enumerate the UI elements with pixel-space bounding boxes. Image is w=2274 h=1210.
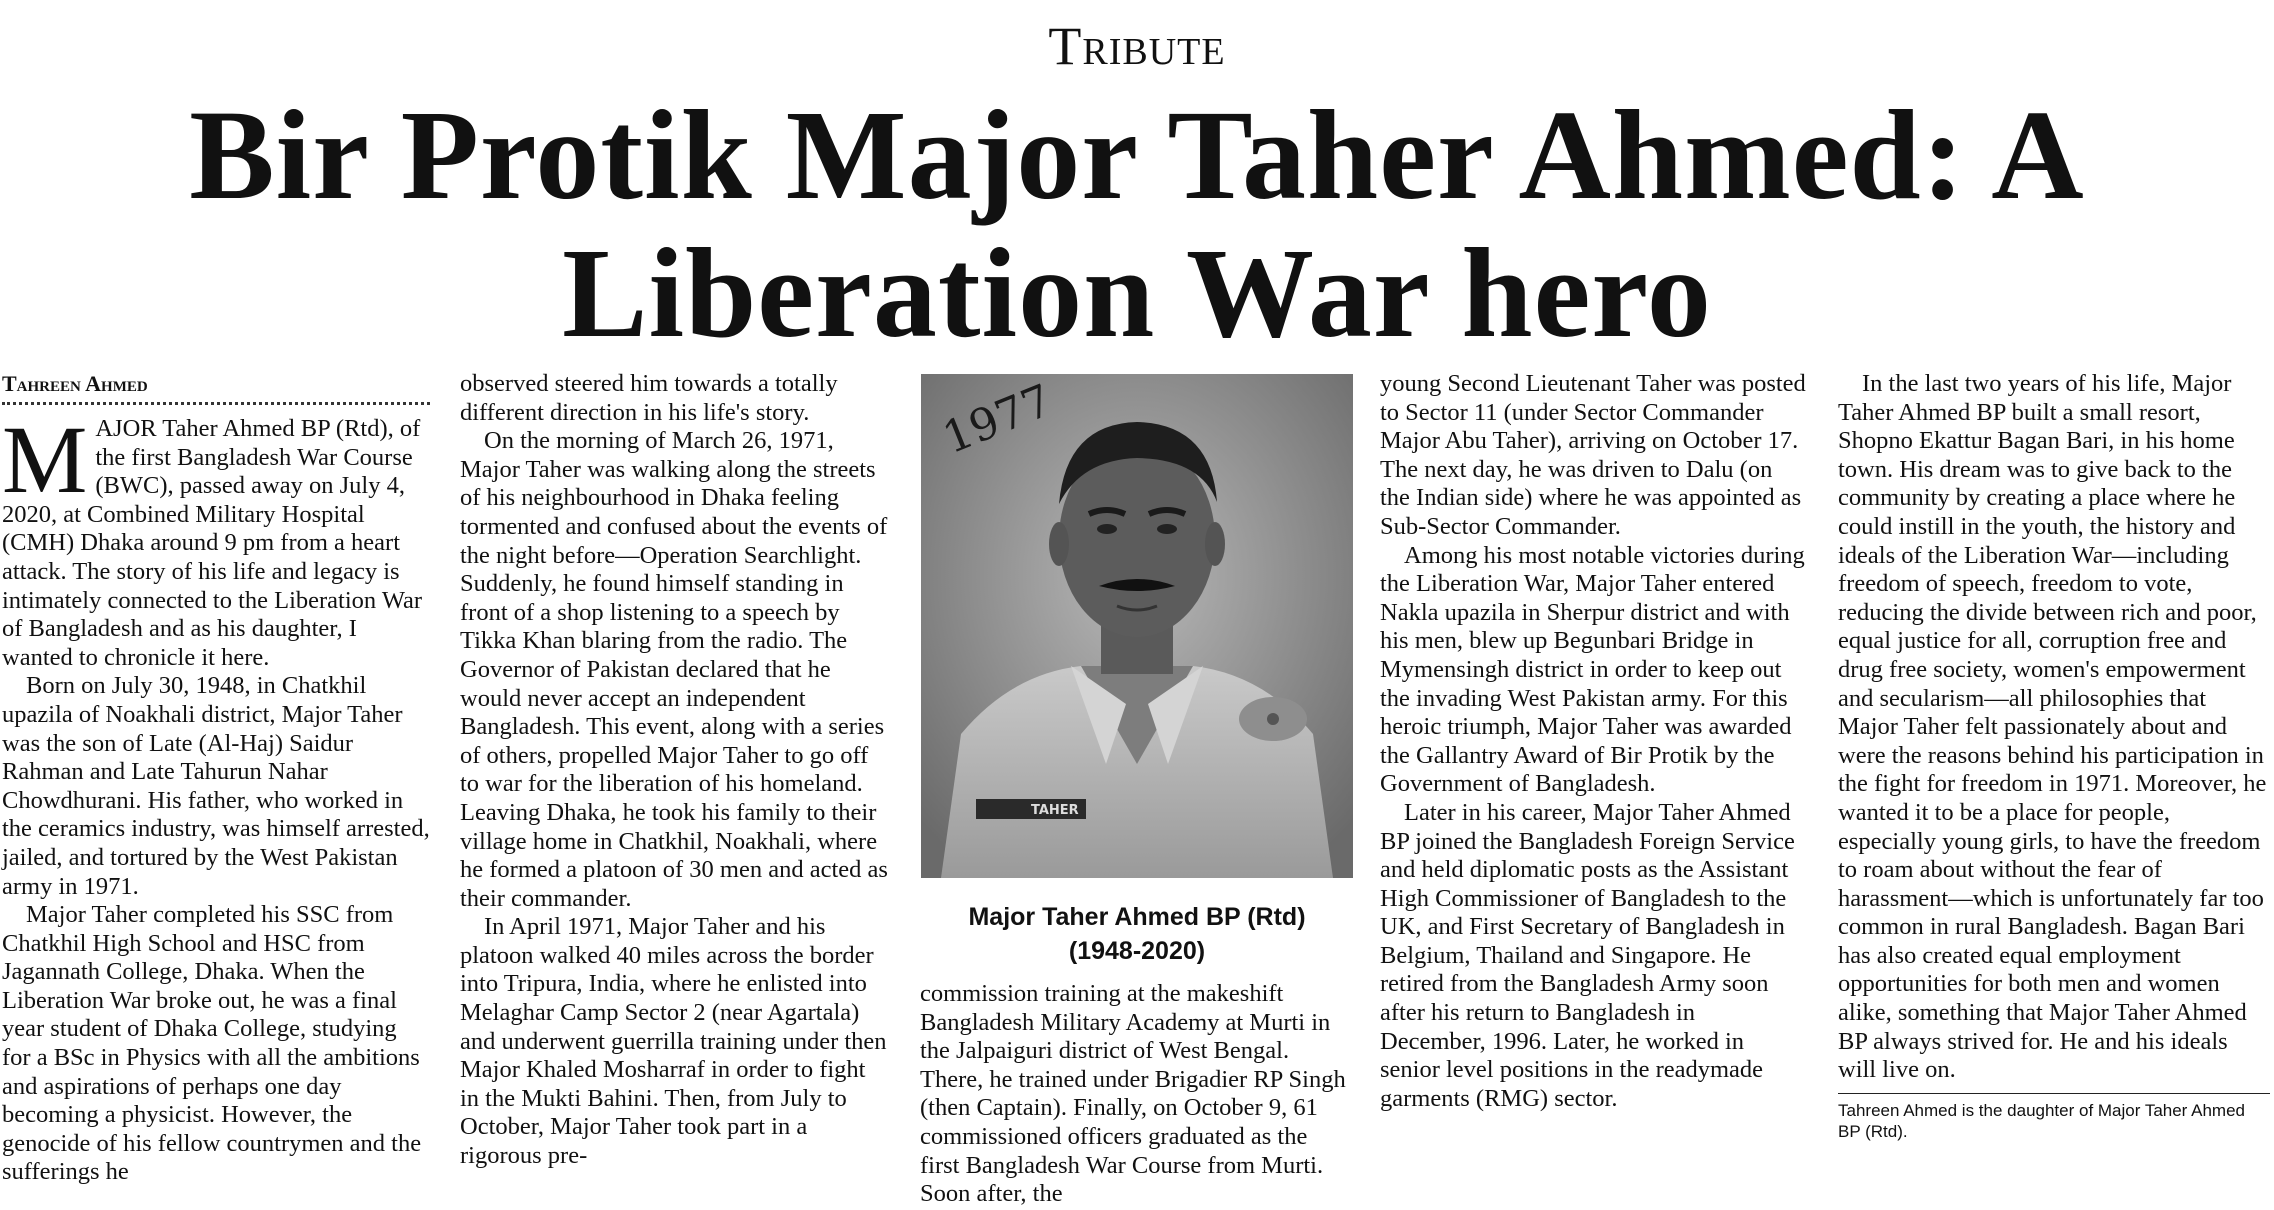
- paragraph: Among his most notable victories during the Liberation War, Major Taher entered Nakla upazila in Sherpur district and with his men, blew up Begunbari Bridge in Mymensingh district in order to keep out the invading West Pakistan army. For this heroic triumph, Major Taher was awarded the Gallantry Award of Bir Protik by the Government of Bangladesh.: [1380, 541, 1805, 798]
- section-label: Tribute: [1048, 16, 1226, 76]
- paragraph: commission training at the makeshift Bangladesh Military Academy at Murti in the Jalpaiguri district of West Bengal. There, he trained under Brigadier RP Singh (then Captain). Finally, on October 9, 61 commissioned officers graduated as the first Bangladesh War Course from Murti. Soon after, the: [920, 980, 1346, 1208]
- portrait-illustration: [921, 374, 1353, 878]
- paragraph: In the last two years of his life, Major Taher Ahmed BP built a small resort, Shopno Ekattur Bagan Bari, in his home town. His dream was to give back to the community by creating a place where he could instill in the youth, the history and ideals of the Liberation War—including freedom of speech, freedom to vote, reducing the divide between rich and poor, equal justice for all, corruption free and drug free society, women's empowerment and secularism—all philosophies that Major Taher felt passionately about and were the reasons behind his participation in the fight for freedom in 1971. Moreover, he wanted it to be a place for people, especially young girls, to have the freedom to roam about without the fear of harassment—which is unfortunately far too common in rural Bangladesh. Bagan Bari has also created equal employment opportunities for both men and women alike, something that Major Taher Ahmed BP always strived for. He and his ideals will live on.: [1838, 370, 2267, 1084]
- article-column-2: [460, 370, 888, 1171]
- photo-inscription: 1977: [936, 374, 1059, 465]
- headline: Bir Protik Major Taher Ahmed: A Liberation War hero: [189, 84, 2085, 364]
- article-column-1: [2, 370, 430, 1187]
- paragraph: young Second Lieutenant Taher was posted to Sector 11 (under Sector Commander Major Abu Taher), arriving on October 17. The next day, he was driven to Dalu (on the Indian side) where he was appointed as Sub-Sector Commander.: [1380, 370, 1806, 540]
- article-column-5: [1838, 370, 2270, 1142]
- uniform-nameplate: TAHER: [1031, 803, 1079, 818]
- paragraph: In April 1971, Major Taher and his platoon walked 40 miles across the border into Tripura, India, where he enlisted into Melaghar Camp Sector 2 (near Agartala) and underwent guerrilla training under then Major Khaled Mosharraf in order to fight in the Mukti Bahini. Then, from July to October, Major Taher took part in a rigorous pre-: [460, 913, 887, 1170]
- article-column-3: [920, 980, 1352, 1209]
- photo-caption: Major Taher Ahmed BP (Rtd) (1948-2020): [968, 903, 1306, 965]
- paragraph: observed steered him towards a totally different direction in his life's story.: [460, 370, 838, 426]
- portrait-photo: [921, 374, 1353, 878]
- byline-divider: [2, 402, 430, 405]
- paragraph: MAJOR Taher Ahmed BP (Rtd), of the first Bangladesh War Course (BWC), passed away on July 4, 2020, at Combined Military Hospital (CMH) Dhaka around 9 pm from a heart attack. The story of his life and legacy is intimately connected to the Liberation War of Bangladesh and as his daughter, I wanted to chronicle it here.: [2, 406, 423, 671]
- byline: Tahreen Ahmed: [2, 371, 148, 396]
- paragraph: Major Taher completed his SSC from Chatkhil High School and HSC from Jagannath College, Dhaka. When the Liberation War broke out, he was a final year student of Dhaka College, studying for a BSc in Physics with all the ambitions and aspirations of perhaps one day becoming a physicist. However, the genocide of his fellow countrymen and the sufferings he: [2, 901, 422, 1186]
- article-column-4: [1380, 370, 1806, 1113]
- author-note: Tahreen Ahmed is the daughter of Major Taher Ahmed BP (Rtd).: [1838, 1100, 2245, 1141]
- paragraph: Born on July 30, 1948, in Chatkhil upazila of Noakhali district, Major Taher was the son of Late (Al-Haj) Saidur Rahman and Late Tahurun Nahar Chowdhurani. His father, who worked in the ceramics industry, was himself arrested, jailed, and tortured by the West Pakistan army in 1971.: [2, 672, 430, 900]
- author-note-divider: [1838, 1093, 2270, 1094]
- paragraph: Later in his career, Major Taher Ahmed BP joined the Bangladesh Foreign Service and held diplomatic posts as the Assistant High Commissioner of Bangladesh to the UK, and First Secretary of Bangladesh in Belgium, Thailand and Singapore. He retired from the Bangladesh Army soon after his return to Bangladesh in December, 1996. Later, he worked in senior level positions in the readymade garments (RMG) sector.: [1380, 798, 1795, 1112]
- paragraph: On the morning of March 26, 1971, Major Taher was walking along the streets of his neighbourhood in Dhaka feeling tormented and confused about the events of the night before—Operation Searchlight. Suddenly, he found himself standing in front of a shop listening to a speech by Tikka Khan blaring from the radio. The Governor of Pakistan declared that he would never accept an independent Bangladesh. This event, along with a series of others, propelled Major Taher to go off to war for the liberation of his homeland. Leaving Dhaka, he took his family to their village home in Chatkhil, Noakhali, where he formed a platoon of 30 men and acted as their commander.: [460, 427, 888, 912]
- drop-cap: M: [2, 406, 88, 513]
